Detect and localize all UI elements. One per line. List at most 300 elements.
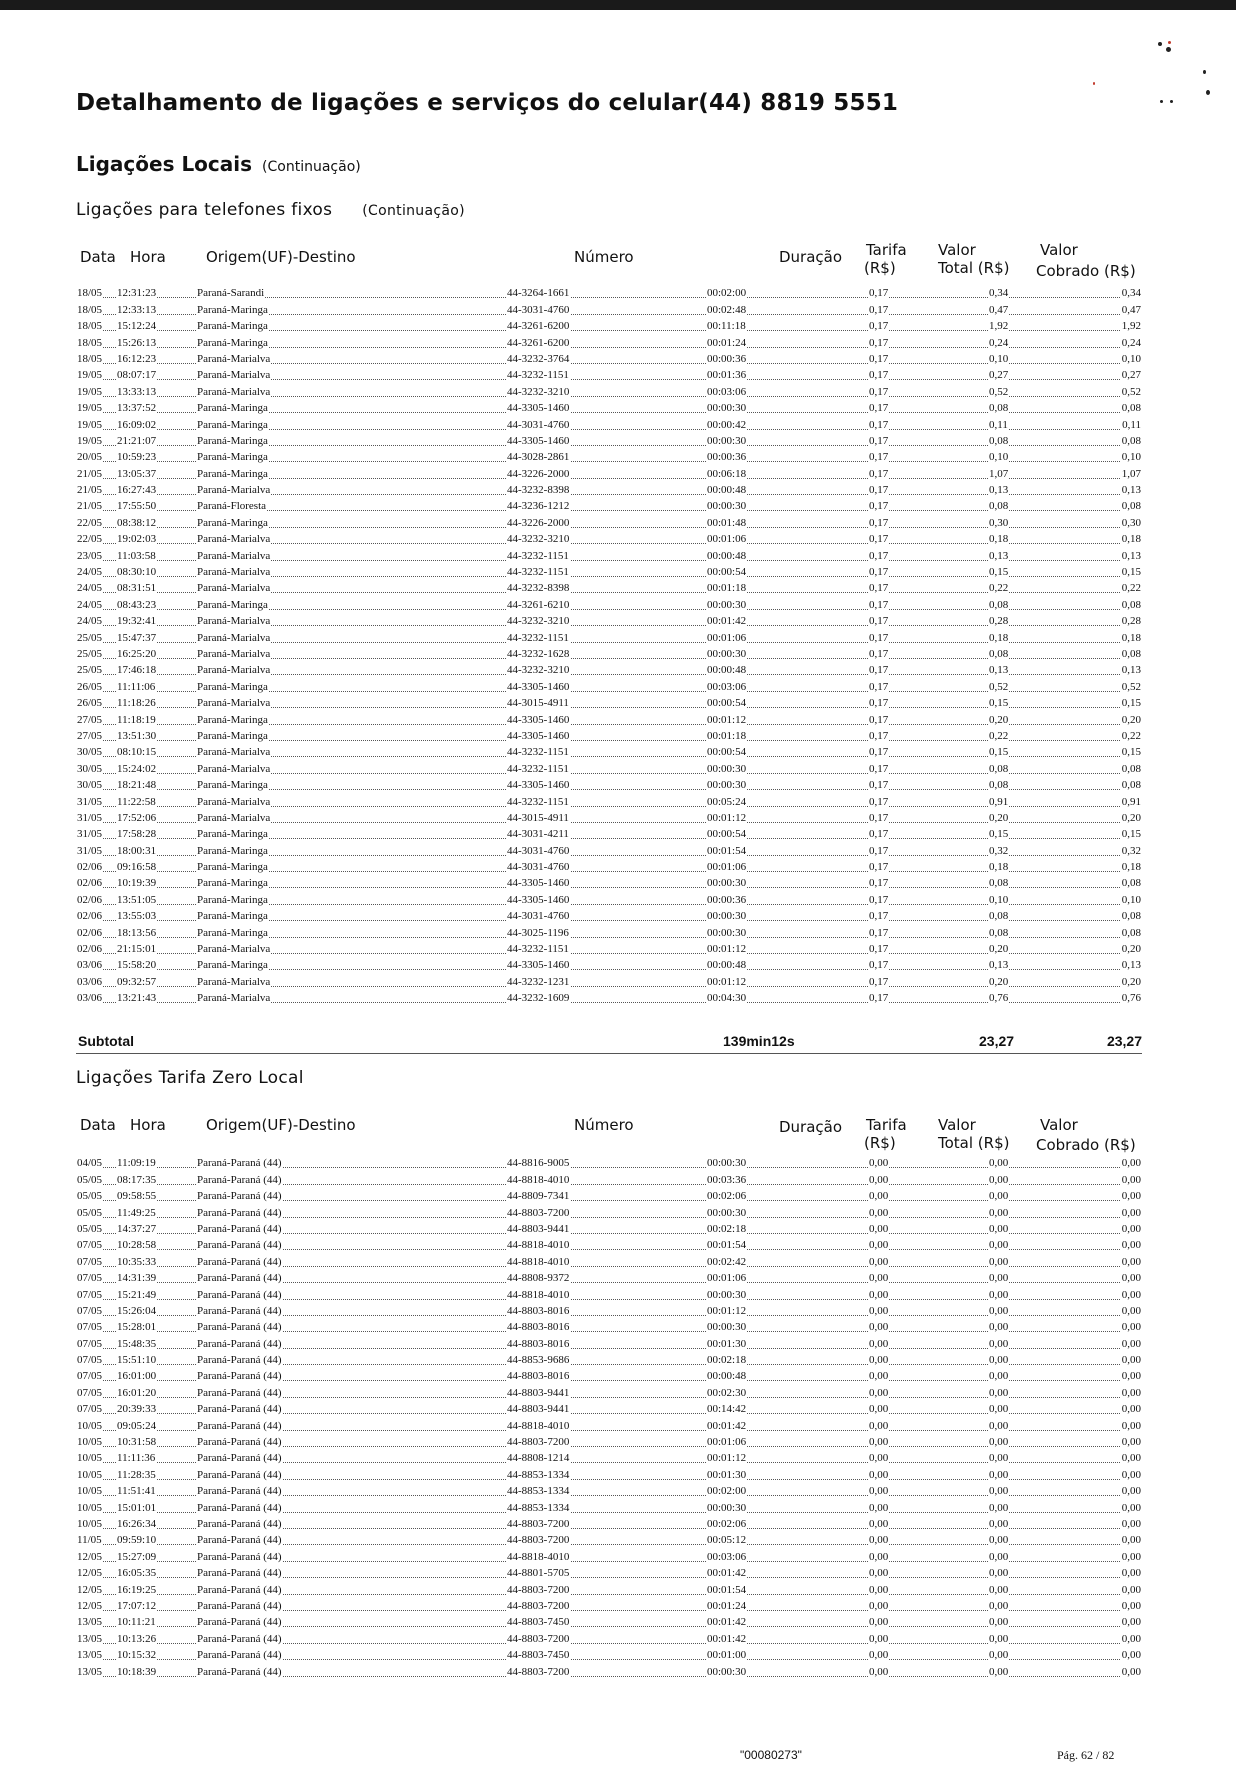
cell-numero: 44-3305-1460 bbox=[507, 959, 570, 972]
cell-valor-cobrado: 0,00 bbox=[1121, 1468, 1141, 1481]
cell-duracao: 00:02:00 bbox=[707, 287, 747, 300]
cell-valor-cobrado: 0,28 bbox=[1121, 615, 1141, 628]
cell-valor-cobrado: 0,15 bbox=[1121, 566, 1141, 579]
cell-tarifa: 0,00 bbox=[869, 1550, 889, 1563]
cell-origem-destino: Paraná-Maringa bbox=[197, 893, 268, 906]
cell-tarifa: 0,17 bbox=[869, 336, 889, 349]
cell-numero: 44-3031-4760 bbox=[507, 910, 570, 923]
table-row bbox=[76, 351, 1142, 367]
cell-data: 27/05 bbox=[77, 729, 103, 742]
cell-valor-total: 0,00 bbox=[989, 1452, 1009, 1465]
cell-duracao: 00:03:36 bbox=[707, 1173, 747, 1186]
cell-origem-destino: Paraná-Maringa bbox=[197, 680, 268, 693]
cell-origem-destino: Paraná-Maringa bbox=[197, 729, 268, 742]
col-header-data: Data bbox=[80, 1116, 116, 1134]
cell-data: 10/05 bbox=[77, 1501, 103, 1514]
cell-numero: 44-8853-1334 bbox=[507, 1468, 570, 1481]
scan-speck bbox=[1206, 90, 1210, 95]
cell-duracao: 00:00:30 bbox=[707, 647, 747, 660]
cell-tarifa: 0,17 bbox=[869, 615, 889, 628]
cell-valor-total: 0,34 bbox=[989, 287, 1009, 300]
cell-valor-total: 0,47 bbox=[989, 303, 1009, 316]
cell-tarifa: 0,17 bbox=[869, 320, 889, 333]
cell-tarifa: 0,00 bbox=[869, 1436, 889, 1449]
cell-numero: 44-3261-6200 bbox=[507, 336, 570, 349]
table-row bbox=[76, 1401, 1142, 1417]
cell-data: 13/05 bbox=[77, 1665, 103, 1678]
cell-duracao: 00:01:54 bbox=[707, 844, 747, 857]
table-row bbox=[76, 514, 1142, 530]
cell-data: 18/05 bbox=[77, 320, 103, 333]
col-header-valor-cobrado-label: Cobrado (R$) bbox=[1036, 1136, 1136, 1154]
cell-origem-destino: Paraná-Marialva bbox=[197, 533, 271, 546]
cell-numero: 44-8853-1334 bbox=[507, 1485, 570, 1498]
cell-data: 13/05 bbox=[77, 1632, 103, 1645]
cell-duracao: 00:00:48 bbox=[707, 549, 747, 562]
cell-hora: 16:26:34 bbox=[117, 1517, 157, 1530]
cell-origem-destino: Paraná-Paraná (44) bbox=[197, 1206, 282, 1219]
cell-numero: 44-3305-1460 bbox=[507, 680, 570, 693]
cell-numero: 44-3031-4760 bbox=[507, 861, 570, 874]
col-header-tarifa: Tarifa bbox=[866, 1116, 907, 1134]
table-row bbox=[76, 695, 1142, 711]
cell-hora: 16:12:23 bbox=[117, 352, 157, 365]
col-header-origem: Origem(UF)-Destino bbox=[206, 1116, 356, 1134]
cell-data: 04/05 bbox=[77, 1157, 103, 1170]
cell-hora: 08:10:15 bbox=[117, 746, 157, 759]
cell-valor-cobrado: 0,00 bbox=[1121, 1419, 1141, 1432]
cell-valor-cobrado: 0,00 bbox=[1121, 1288, 1141, 1301]
scan-top-border bbox=[0, 0, 1236, 10]
cell-hora: 13:33:13 bbox=[117, 385, 157, 398]
cell-tarifa: 0,17 bbox=[869, 434, 889, 447]
cell-hora: 10:59:23 bbox=[117, 451, 157, 464]
cell-origem-destino: Paraná-Marialva bbox=[197, 484, 271, 497]
col-header-valor-total-label: Total (R$) bbox=[938, 259, 1010, 277]
col-header-hora: Hora bbox=[130, 1116, 166, 1134]
cell-duracao: 00:00:30 bbox=[707, 877, 747, 890]
cell-valor-cobrado: 0,20 bbox=[1121, 713, 1141, 726]
table-row bbox=[76, 793, 1142, 809]
table-row bbox=[76, 760, 1142, 776]
scan-speck bbox=[1158, 42, 1162, 46]
table-row bbox=[76, 973, 1142, 989]
cell-duracao: 00:03:06 bbox=[707, 1550, 747, 1563]
table-row bbox=[76, 646, 1142, 662]
table-row bbox=[76, 1565, 1142, 1581]
cell-valor-total: 0,08 bbox=[989, 910, 1009, 923]
section-continuation: (Continuação) bbox=[262, 159, 361, 175]
cell-origem-destino: Paraná-Paraná (44) bbox=[197, 1583, 282, 1596]
cell-valor-total: 0,24 bbox=[989, 336, 1009, 349]
cell-valor-total: 0,08 bbox=[989, 402, 1009, 415]
cell-numero: 44-8803-9441 bbox=[507, 1222, 570, 1235]
cell-data: 07/05 bbox=[77, 1354, 103, 1367]
cell-data: 24/05 bbox=[77, 615, 103, 628]
cell-valor-cobrado: 0,18 bbox=[1121, 861, 1141, 874]
table-row bbox=[76, 580, 1142, 596]
cell-duracao: 00:00:36 bbox=[707, 451, 747, 464]
cell-hora: 10:13:26 bbox=[117, 1632, 157, 1645]
cell-origem-destino: Paraná-Maringa bbox=[197, 451, 268, 464]
cell-valor-cobrado: 0,00 bbox=[1121, 1534, 1141, 1547]
cell-valor-cobrado: 0,32 bbox=[1121, 844, 1141, 857]
cell-origem-destino: Paraná-Paraná (44) bbox=[197, 1337, 282, 1350]
cell-tarifa: 0,17 bbox=[869, 402, 889, 415]
cell-data: 05/05 bbox=[77, 1206, 103, 1219]
cell-valor-total: 0,00 bbox=[989, 1599, 1009, 1612]
scan-speck bbox=[1166, 47, 1171, 52]
table-row bbox=[76, 613, 1142, 629]
cell-numero: 44-3031-4760 bbox=[507, 418, 570, 431]
cell-hora: 15:48:35 bbox=[117, 1337, 157, 1350]
cell-valor-total: 0,00 bbox=[989, 1304, 1009, 1317]
cell-hora: 21:15:01 bbox=[117, 943, 157, 956]
cell-valor-total: 0,00 bbox=[989, 1157, 1009, 1170]
cell-numero: 44-3232-3764 bbox=[507, 352, 570, 365]
table-row bbox=[76, 1647, 1142, 1663]
cell-data: 02/06 bbox=[77, 861, 103, 874]
cell-valor-cobrado: 0,00 bbox=[1121, 1501, 1141, 1514]
cell-hora: 17:46:18 bbox=[117, 664, 157, 677]
cell-valor-total: 0,00 bbox=[989, 1403, 1009, 1416]
cell-data: 07/05 bbox=[77, 1304, 103, 1317]
scan-speck bbox=[1170, 100, 1173, 103]
cell-data: 02/06 bbox=[77, 910, 103, 923]
cell-data: 07/05 bbox=[77, 1255, 103, 1268]
cell-hora: 21:21:07 bbox=[117, 434, 157, 447]
cell-duracao: 00:05:24 bbox=[707, 795, 747, 808]
cell-data: 07/05 bbox=[77, 1337, 103, 1350]
cell-data: 25/05 bbox=[77, 664, 103, 677]
cell-tarifa: 0,17 bbox=[869, 729, 889, 742]
cell-origem-destino: Paraná-Paraná (44) bbox=[197, 1632, 282, 1645]
cell-tarifa: 0,00 bbox=[869, 1190, 889, 1203]
cell-tarifa: 0,00 bbox=[869, 1632, 889, 1645]
cell-origem-destino: Paraná-Maringa bbox=[197, 910, 268, 923]
cell-valor-cobrado: 0,00 bbox=[1121, 1239, 1141, 1252]
cell-valor-cobrado: 0,18 bbox=[1121, 533, 1141, 546]
table-row bbox=[76, 1204, 1142, 1220]
cell-data: 26/05 bbox=[77, 680, 103, 693]
table-row bbox=[76, 1270, 1142, 1286]
cell-numero: 44-8853-9686 bbox=[507, 1354, 570, 1367]
table-row bbox=[76, 1630, 1142, 1646]
cell-valor-total: 0,00 bbox=[989, 1337, 1009, 1350]
table-row bbox=[76, 1286, 1142, 1302]
cell-data: 05/05 bbox=[77, 1222, 103, 1235]
cell-origem-destino: Paraná-Marialva bbox=[197, 762, 271, 775]
cell-tarifa: 0,17 bbox=[869, 516, 889, 529]
cell-numero: 44-8808-9372 bbox=[507, 1272, 570, 1285]
cell-data: 31/05 bbox=[77, 811, 103, 824]
cell-duracao: 00:01:54 bbox=[707, 1239, 747, 1252]
cell-tarifa: 0,17 bbox=[869, 451, 889, 464]
cell-hora: 10:28:58 bbox=[117, 1239, 157, 1252]
cell-tarifa: 0,17 bbox=[869, 811, 889, 824]
cell-origem-destino: Paraná-Paraná (44) bbox=[197, 1436, 282, 1449]
cell-numero: 44-3232-1628 bbox=[507, 647, 570, 660]
cell-duracao: 00:01:06 bbox=[707, 631, 747, 644]
cell-duracao: 00:00:30 bbox=[707, 1665, 747, 1678]
cell-valor-total: 0,76 bbox=[989, 992, 1009, 1005]
cell-origem-destino: Paraná-Paraná (44) bbox=[197, 1222, 282, 1235]
cell-valor-cobrado: 0,76 bbox=[1121, 992, 1141, 1005]
cell-duracao: 00:00:30 bbox=[707, 762, 747, 775]
cell-hora: 10:18:39 bbox=[117, 1665, 157, 1678]
table-row bbox=[76, 1663, 1142, 1679]
cell-valor-total: 0,10 bbox=[989, 352, 1009, 365]
cell-duracao: 00:00:30 bbox=[707, 1206, 747, 1219]
col-header-tarifa-unit: (R$) bbox=[864, 259, 896, 277]
cell-numero: 44-3305-1460 bbox=[507, 713, 570, 726]
cell-valor-cobrado: 1,07 bbox=[1121, 467, 1141, 480]
cell-valor-total: 0,15 bbox=[989, 697, 1009, 710]
col-header-valor-total-label: Total (R$) bbox=[938, 1134, 1010, 1152]
cell-duracao: 00:01:12 bbox=[707, 713, 747, 726]
cell-tarifa: 0,17 bbox=[869, 418, 889, 431]
cell-tarifa: 0,17 bbox=[869, 303, 889, 316]
cell-tarifa: 0,17 bbox=[869, 287, 889, 300]
cell-numero: 44-8818-4010 bbox=[507, 1173, 570, 1186]
table-row bbox=[76, 1598, 1142, 1614]
cell-duracao: 00:02:48 bbox=[707, 303, 747, 316]
cell-duracao: 00:01:06 bbox=[707, 861, 747, 874]
cell-tarifa: 0,17 bbox=[869, 549, 889, 562]
cell-valor-cobrado: 0,15 bbox=[1121, 697, 1141, 710]
cell-tarifa: 0,00 bbox=[869, 1665, 889, 1678]
subsection-continuation: (Continuação) bbox=[362, 203, 465, 219]
cell-duracao: 00:01:30 bbox=[707, 1468, 747, 1481]
scan-speck bbox=[1160, 100, 1163, 103]
cell-hora: 12:33:13 bbox=[117, 303, 157, 316]
cell-data: 07/05 bbox=[77, 1239, 103, 1252]
col-header-numero: Número bbox=[574, 1116, 634, 1134]
cell-valor-cobrado: 0,00 bbox=[1121, 1370, 1141, 1383]
cell-data: 30/05 bbox=[77, 779, 103, 792]
cell-numero: 44-3031-4211 bbox=[507, 828, 569, 841]
cell-numero: 44-3305-1460 bbox=[507, 893, 570, 906]
table-row bbox=[76, 810, 1142, 826]
table-row bbox=[76, 1466, 1142, 1482]
table-row bbox=[76, 1335, 1142, 1351]
cell-hora: 11:09:19 bbox=[117, 1157, 156, 1170]
cell-hora: 18:00:31 bbox=[117, 844, 157, 857]
table-row bbox=[76, 1483, 1142, 1499]
cell-valor-total: 0,00 bbox=[989, 1239, 1009, 1252]
cell-duracao: 00:00:30 bbox=[707, 926, 747, 939]
cell-valor-total: 0,11 bbox=[989, 418, 1008, 431]
cell-duracao: 00:01:18 bbox=[707, 729, 747, 742]
cell-numero: 44-3025-1196 bbox=[507, 926, 569, 939]
cell-valor-cobrado: 0,00 bbox=[1121, 1616, 1141, 1629]
cell-numero: 44-3232-8398 bbox=[507, 484, 570, 497]
cell-numero: 44-3305-1460 bbox=[507, 402, 570, 415]
cell-valor-total: 0,15 bbox=[989, 746, 1009, 759]
cell-hora: 12:31:23 bbox=[117, 287, 157, 300]
cell-origem-destino: Paraná-Maringa bbox=[197, 418, 268, 431]
cell-hora: 13:21:43 bbox=[117, 992, 157, 1005]
table-row bbox=[76, 842, 1142, 858]
cell-origem-destino: Paraná-Marialva bbox=[197, 352, 271, 365]
cell-valor-cobrado: 0,00 bbox=[1121, 1550, 1141, 1563]
table-row bbox=[76, 629, 1142, 645]
cell-origem-destino: Paraná-Paraná (44) bbox=[197, 1665, 282, 1678]
cell-duracao: 00:02:06 bbox=[707, 1190, 747, 1203]
table-row bbox=[76, 1188, 1142, 1204]
cell-data: 30/05 bbox=[77, 762, 103, 775]
cell-duracao: 00:01:42 bbox=[707, 1567, 747, 1580]
cell-numero: 44-3232-1151 bbox=[507, 549, 569, 562]
cell-duracao: 00:00:54 bbox=[707, 828, 747, 841]
cell-valor-cobrado: 0,11 bbox=[1122, 418, 1141, 431]
cell-duracao: 00:01:12 bbox=[707, 1304, 747, 1317]
cell-tarifa: 0,17 bbox=[869, 697, 889, 710]
cell-valor-cobrado: 0,15 bbox=[1121, 828, 1141, 841]
cell-valor-total: 0,10 bbox=[989, 893, 1009, 906]
cell-numero: 44-8803-7200 bbox=[507, 1206, 570, 1219]
cell-data: 30/05 bbox=[77, 746, 103, 759]
table-row bbox=[76, 465, 1142, 481]
subtotal-valor-total: 23,27 bbox=[979, 1033, 1015, 1049]
cell-valor-total: 0,00 bbox=[989, 1501, 1009, 1514]
cell-tarifa: 0,17 bbox=[869, 910, 889, 923]
cell-numero: 44-3232-1609 bbox=[507, 992, 570, 1005]
cell-tarifa: 0,17 bbox=[869, 680, 889, 693]
cell-data: 05/05 bbox=[77, 1173, 103, 1186]
cell-data: 18/05 bbox=[77, 336, 103, 349]
cell-numero: 44-8801-5705 bbox=[507, 1567, 570, 1580]
table-row bbox=[76, 1384, 1142, 1400]
cell-origem-destino: Paraná-Marialva bbox=[197, 549, 271, 562]
cell-valor-total: 0,00 bbox=[989, 1222, 1009, 1235]
cell-data: 10/05 bbox=[77, 1452, 103, 1465]
cell-origem-destino: Paraná-Paraná (44) bbox=[197, 1485, 282, 1498]
cell-valor-total: 0,00 bbox=[989, 1272, 1009, 1285]
cell-duracao: 00:01:18 bbox=[707, 582, 747, 595]
cell-valor-cobrado: 0,00 bbox=[1121, 1304, 1141, 1317]
cell-duracao: 00:00:54 bbox=[707, 566, 747, 579]
col-header-data: Data bbox=[80, 248, 116, 266]
cell-numero: 44-3232-3210 bbox=[507, 533, 570, 546]
cell-valor-cobrado: 0,08 bbox=[1121, 500, 1141, 513]
cell-numero: 44-3015-4911 bbox=[507, 697, 569, 710]
cell-valor-cobrado: 0,13 bbox=[1121, 664, 1141, 677]
cell-origem-destino: Paraná-Paraná (44) bbox=[197, 1468, 282, 1481]
cell-valor-cobrado: 0,08 bbox=[1121, 647, 1141, 660]
cell-valor-cobrado: 0,00 bbox=[1121, 1157, 1141, 1170]
cell-valor-total: 0,00 bbox=[989, 1567, 1009, 1580]
cell-data: 18/05 bbox=[77, 287, 103, 300]
cell-duracao: 00:00:30 bbox=[707, 402, 747, 415]
cell-numero: 44-8803-7200 bbox=[507, 1599, 570, 1612]
cell-valor-total: 0,15 bbox=[989, 828, 1009, 841]
cell-hora: 15:28:01 bbox=[117, 1321, 157, 1334]
cell-tarifa: 0,17 bbox=[869, 926, 889, 939]
cell-tarifa: 0,00 bbox=[869, 1599, 889, 1612]
cell-valor-cobrado: 0,00 bbox=[1121, 1173, 1141, 1186]
cell-origem-destino: Paraná-Paraná (44) bbox=[197, 1304, 282, 1317]
cell-hora: 10:15:32 bbox=[117, 1649, 157, 1662]
cell-hora: 11:11:36 bbox=[117, 1452, 156, 1465]
cell-hora: 15:58:20 bbox=[117, 959, 157, 972]
cell-tarifa: 0,17 bbox=[869, 959, 889, 972]
cell-duracao: 00:00:30 bbox=[707, 1288, 747, 1301]
table-row bbox=[76, 1237, 1142, 1253]
col-header-hora: Hora bbox=[130, 248, 166, 266]
cell-data: 07/05 bbox=[77, 1403, 103, 1416]
cell-numero: 44-3305-1460 bbox=[507, 434, 570, 447]
cell-valor-cobrado: 0,47 bbox=[1121, 303, 1141, 316]
cell-data: 10/05 bbox=[77, 1419, 103, 1432]
cell-numero: 44-3031-4760 bbox=[507, 303, 570, 316]
cell-valor-total: 0,20 bbox=[989, 943, 1009, 956]
cell-tarifa: 0,17 bbox=[869, 893, 889, 906]
cell-numero: 44-8853-1334 bbox=[507, 1501, 570, 1514]
cell-numero: 44-8803-9441 bbox=[507, 1386, 570, 1399]
cell-valor-total: 0,10 bbox=[989, 451, 1009, 464]
cell-valor-cobrado: 0,20 bbox=[1121, 811, 1141, 824]
cell-numero: 44-3232-1151 bbox=[507, 746, 569, 759]
table-row bbox=[76, 547, 1142, 563]
cell-origem-destino: Paraná-Paraná (44) bbox=[197, 1419, 282, 1432]
cell-valor-cobrado: 0,15 bbox=[1121, 746, 1141, 759]
cell-data: 05/05 bbox=[77, 1190, 103, 1203]
cell-valor-total: 0,20 bbox=[989, 713, 1009, 726]
cell-data: 18/05 bbox=[77, 303, 103, 316]
cell-valor-total: 0,20 bbox=[989, 811, 1009, 824]
cell-valor-cobrado: 0,10 bbox=[1121, 451, 1141, 464]
cell-origem-destino: Paraná-Maringa bbox=[197, 844, 268, 857]
cell-tarifa: 0,17 bbox=[869, 861, 889, 874]
subtotal-valor-cobrado: 23,27 bbox=[1106, 1033, 1142, 1049]
cell-origem-destino: Paraná-Paraná (44) bbox=[197, 1616, 282, 1629]
cell-duracao: 00:00:30 bbox=[707, 1501, 747, 1514]
cell-duracao: 00:01:42 bbox=[707, 1632, 747, 1645]
cell-data: 02/06 bbox=[77, 893, 103, 906]
cell-hora: 18:21:48 bbox=[117, 779, 157, 792]
cell-origem-destino: Paraná-Sarandi bbox=[197, 287, 265, 300]
cell-origem-destino: Paraná-Maringa bbox=[197, 516, 268, 529]
cell-data: 31/05 bbox=[77, 795, 103, 808]
cell-valor-cobrado: 0,00 bbox=[1121, 1190, 1141, 1203]
cell-hora: 10:19:39 bbox=[117, 877, 157, 890]
cell-origem-destino: Paraná-Paraná (44) bbox=[197, 1239, 282, 1252]
table-row bbox=[76, 826, 1142, 842]
cell-origem-destino: Paraná-Paraná (44) bbox=[197, 1599, 282, 1612]
cell-tarifa: 0,00 bbox=[869, 1501, 889, 1514]
cell-valor-total: 0,00 bbox=[989, 1649, 1009, 1662]
cell-numero: 44-3232-1151 bbox=[507, 943, 569, 956]
cell-numero: 44-8809-7341 bbox=[507, 1190, 570, 1203]
cell-duracao: 00:01:54 bbox=[707, 1583, 747, 1596]
table-row bbox=[76, 367, 1142, 383]
col-header-valor-cobrado-label: Cobrado (R$) bbox=[1036, 262, 1136, 280]
cell-valor-cobrado: 0,00 bbox=[1121, 1206, 1141, 1219]
col-header-origem: Origem(UF)-Destino bbox=[206, 248, 356, 266]
cell-data: 10/05 bbox=[77, 1468, 103, 1481]
cell-valor-cobrado: 0,08 bbox=[1121, 762, 1141, 775]
cell-tarifa: 0,00 bbox=[869, 1321, 889, 1334]
cell-data: 26/05 bbox=[77, 697, 103, 710]
table-row bbox=[76, 1368, 1142, 1384]
cell-hora: 11:18:26 bbox=[117, 697, 156, 710]
cell-duracao: 00:00:48 bbox=[707, 959, 747, 972]
cell-valor-cobrado: 0,20 bbox=[1121, 975, 1141, 988]
cell-hora: 11:28:35 bbox=[117, 1468, 156, 1481]
cell-origem-destino: Paraná-Marialva bbox=[197, 385, 271, 398]
cell-hora: 19:32:41 bbox=[117, 615, 157, 628]
